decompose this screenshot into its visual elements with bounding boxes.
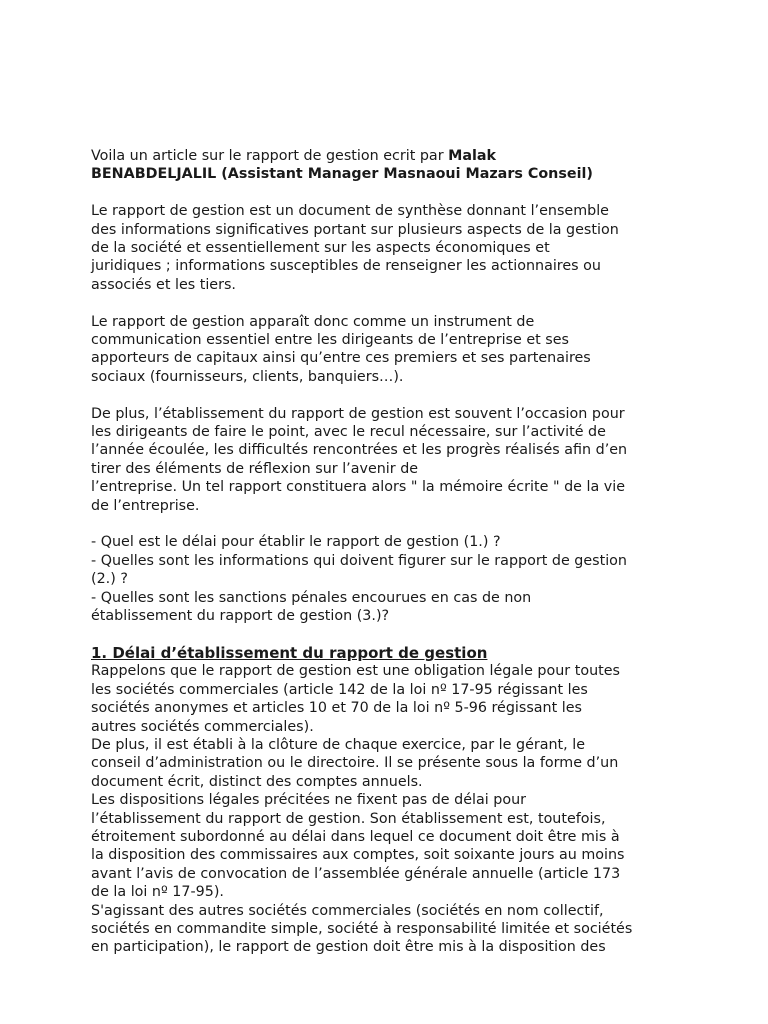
text-line: sociétés en commandite simple, société à responsabilité limitée et sociétés xyxy=(91,920,633,937)
text-line: document écrit, distinct des comptes annuels. xyxy=(91,773,423,790)
text-line: communication essentiel entre les dirigeants de l’entreprise et ses xyxy=(91,332,569,349)
author-name-and-title: BENABDELJALIL (Assistant Manager Masnaoui Mazars Conseil) xyxy=(91,166,593,183)
question-item: (2.) ? xyxy=(91,571,128,588)
text-line: les dirigeants de faire le point, avec le recul nécessaire, sur l’activité de xyxy=(91,424,606,441)
paragraph-spacer xyxy=(91,294,691,312)
text-line: conseil d’administration ou le directoire. Il se présente sous la forme d’un xyxy=(91,755,619,772)
text-line: associés et les tiers. xyxy=(91,276,236,293)
section-body xyxy=(91,662,691,957)
text-line: Le rapport de gestion est un document de synthèse donnant l’ensemble xyxy=(91,203,609,220)
article-body xyxy=(91,147,691,957)
text-line: les sociétés commerciales (article 142 de la loi nº 17-95 régissant les xyxy=(91,681,588,698)
text-line: la disposition des commissaires aux comptes, soit soixante jours au moins xyxy=(91,847,625,864)
text-line: étroitement subordonné au délai dans lequel ce document doit être mis à xyxy=(91,828,620,845)
text-line: l’entreprise. Un tel rapport constituera alors " la mémoire écrite " de la vie xyxy=(91,479,626,496)
text-line: l’année écoulée, les difficultés rencontrées et les progrès réalisés afin d’en xyxy=(91,442,628,459)
text-line: apporteurs de capitaux ainsi qu’entre ces premiers et ses partenaires xyxy=(91,350,591,367)
question-item: - Quel est le délai pour établir le rapport de gestion (1.) ? xyxy=(91,534,501,551)
text-line: S'agissant des autres sociétés commerciales (sociétés en nom collectif, xyxy=(91,902,604,919)
text-line: de la société et essentiellement sur les aspects économiques et xyxy=(91,240,550,257)
text-line: de la loi nº 17-95). xyxy=(91,884,224,901)
paragraph-spacer xyxy=(91,626,691,644)
text-line: Les dispositions légales précitées ne fixent pas de délai pour xyxy=(91,792,527,809)
text-line: sociaux (fournisseurs, clients, banquiers…). xyxy=(91,368,404,385)
question-item: établissement du rapport de gestion (3.)? xyxy=(91,608,390,625)
author-first-name: Malak xyxy=(448,148,497,164)
question-item: - Quelles sont les sanctions pénales encourues en cas de non xyxy=(91,589,532,606)
text-line: juridiques ; informations susceptibles de renseigner les actionnaires ou xyxy=(91,258,601,275)
paragraph-memory xyxy=(91,405,691,515)
paragraph-communication xyxy=(91,313,691,387)
text-line: l’établissement du rapport de gestion. Son établissement est, toutefois, xyxy=(91,810,606,827)
question-item: - Quelles sont les informations qui doivent figurer sur le rapport de gestion xyxy=(91,552,627,569)
section-heading: 1. Délai d’établissement du rapport de gestion xyxy=(91,643,488,662)
text-line: des informations significatives portant sur plusieurs aspects de la gestion xyxy=(91,221,619,238)
text-line: autres sociétés commerciales). xyxy=(91,718,314,735)
text-line: De plus, il est établi à la clôture de chaque exercice, par le gérant, le xyxy=(91,736,586,753)
text-line: De plus, l’établissement du rapport de gestion est souvent l’occasion pour xyxy=(91,405,625,422)
text-line: sociétés anonymes et articles 10 et 70 de la loi nº 5-96 régissant les xyxy=(91,700,582,717)
text-line: Le rapport de gestion apparaît donc comme un instrument de xyxy=(91,313,535,330)
text-line: Rappelons que le rapport de gestion est une obligation légale pour toutes xyxy=(91,663,620,680)
intro-paragraph xyxy=(91,147,691,184)
text-line: tirer des éléments de réflexion sur l’avenir de xyxy=(91,460,419,477)
intro-text: Voila un article sur le rapport de gestion ecrit par xyxy=(91,148,449,164)
questions-list xyxy=(91,533,691,625)
paragraph-spacer xyxy=(91,184,691,202)
paragraph-spacer xyxy=(91,515,691,533)
text-line: en participation), le rapport de gestion doit être mis à la disposition des xyxy=(91,939,606,956)
paragraph-spacer xyxy=(91,386,691,404)
text-line: avant l’avis de convocation de l’assemblée générale annuelle (article 173 xyxy=(91,865,621,882)
text-line: de l’entreprise. xyxy=(91,497,200,514)
paragraph-definition xyxy=(91,202,691,294)
